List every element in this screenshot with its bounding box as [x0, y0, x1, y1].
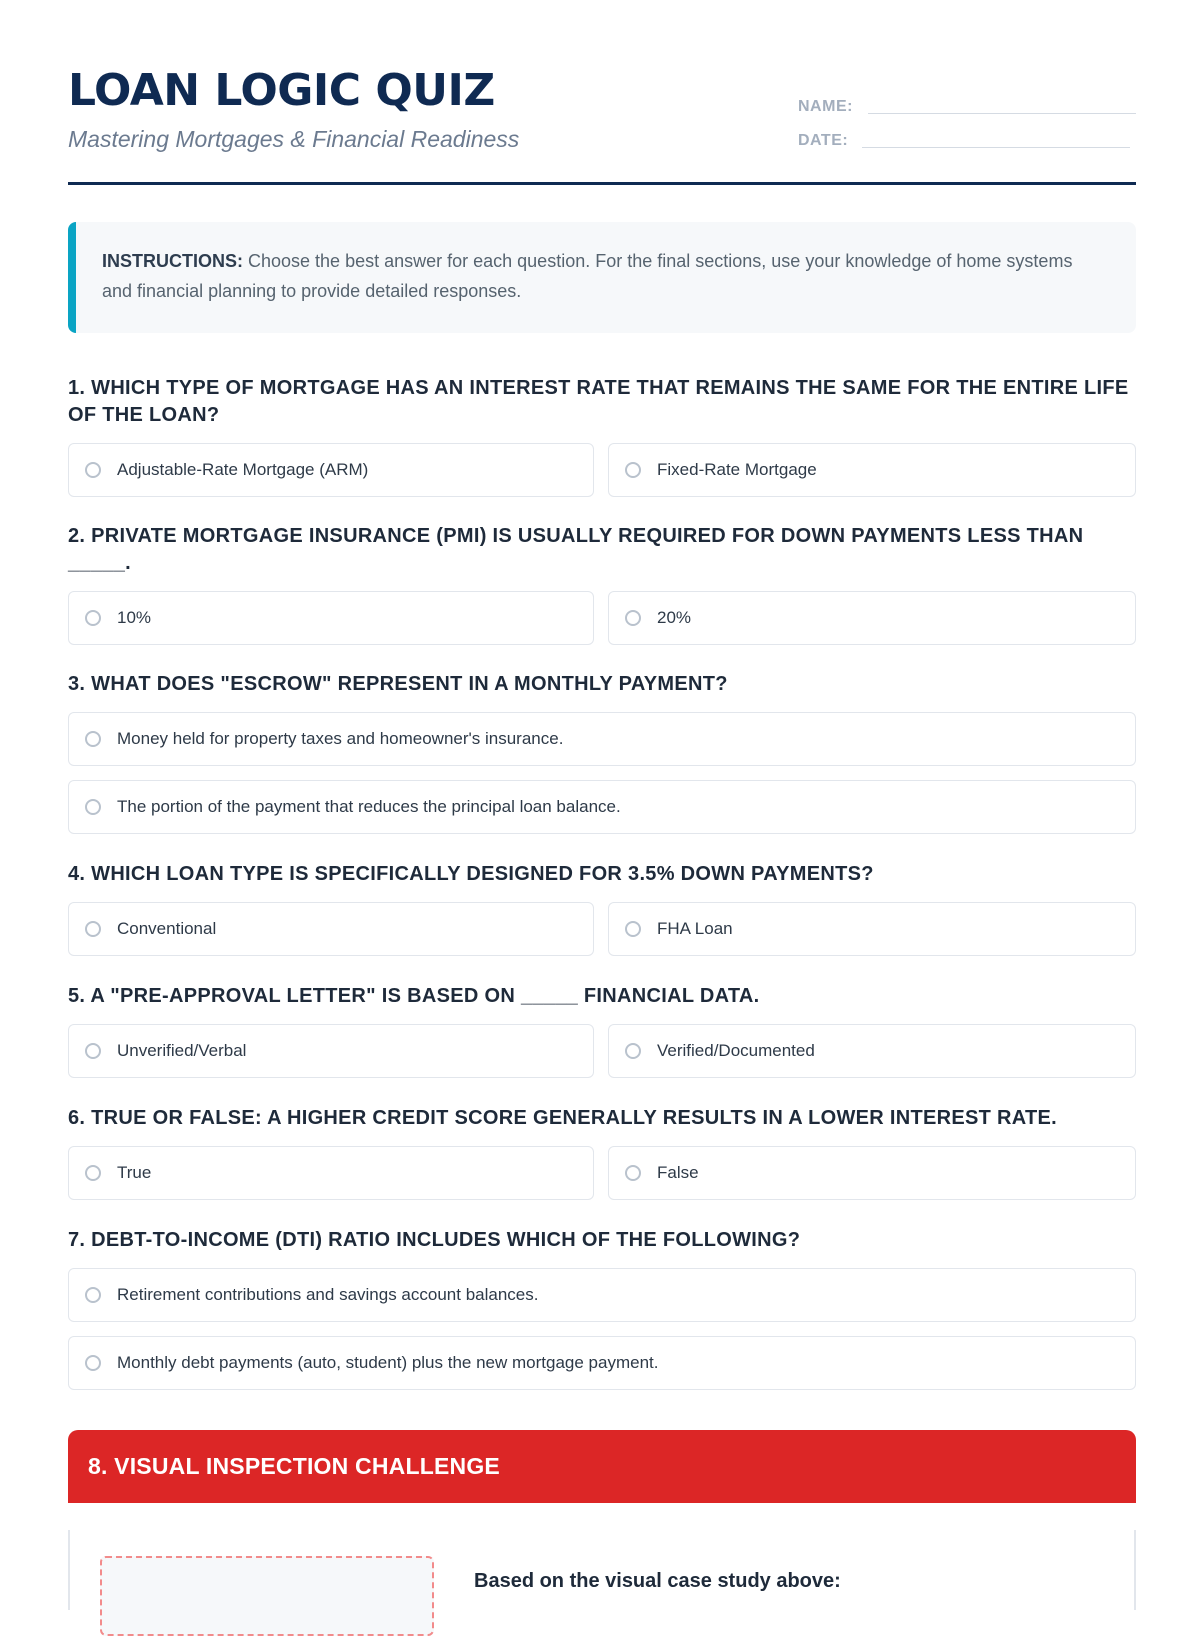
option-label: Money held for property taxes and homeowner's insurance.	[117, 729, 564, 748]
case-study-image-placeholder	[100, 1556, 434, 1636]
radio-button[interactable]	[85, 799, 101, 815]
question-7-option-b[interactable]	[68, 1336, 1136, 1390]
option-label: Monthly debt payments (auto, student) plus the new mortgage payment.	[117, 1353, 659, 1372]
date-field-row	[798, 132, 1130, 150]
quiz-title: LOAN LOGIC QUIZ	[68, 65, 495, 116]
radio-button[interactable]	[85, 1043, 101, 1059]
name-label: NAME:	[798, 98, 853, 115]
visual-inspection-challenge-header: 8. VISUAL INSPECTION CHALLENGE	[68, 1430, 1136, 1503]
option-label: FHA Loan	[657, 919, 733, 938]
option-label: Retirement contributions and savings account balances.	[117, 1285, 539, 1304]
question-7-option-a[interactable]	[68, 1268, 1136, 1322]
radio-button[interactable]	[85, 610, 101, 626]
radio-button[interactable]	[85, 1287, 101, 1303]
option-label: Fixed-Rate Mortgage	[657, 460, 817, 479]
question-1-option-b[interactable]	[608, 443, 1136, 497]
question-2-title: 2. PRIVATE MORTGAGE INSURANCE (PMI) IS USUALLY REQUIRED FOR DOWN PAYMENTS LESS THAN _____.	[68, 525, 1084, 574]
option-label: Unverified/Verbal	[117, 1041, 247, 1060]
radio-button[interactable]	[625, 1043, 641, 1059]
question-5-option-b[interactable]	[608, 1024, 1136, 1078]
option-label: Adjustable-Rate Mortgage (ARM)	[117, 460, 369, 479]
radio-button[interactable]	[85, 921, 101, 937]
question-4-option-a[interactable]	[68, 902, 594, 956]
name-input-line[interactable]	[868, 113, 1136, 114]
visual-inspection-challenge-body	[68, 1530, 1136, 1610]
question-6-option-b[interactable]	[608, 1146, 1136, 1200]
name-field-row	[798, 98, 1136, 116]
quiz-subtitle: Mastering Mortgages & Financial Readiness	[68, 126, 520, 152]
instructions-text: Choose the best answer for each question. For the final sections, use your knowledge of home systems and financial planning to provide detailed responses.	[102, 251, 1073, 301]
radio-button[interactable]	[85, 462, 101, 478]
option-label: 20%	[657, 608, 692, 627]
radio-button[interactable]	[625, 921, 641, 937]
question-4-option-b[interactable]	[608, 902, 1136, 956]
question-5-option-a[interactable]	[68, 1024, 594, 1078]
question-3-option-b[interactable]	[68, 780, 1136, 834]
radio-button[interactable]	[625, 462, 641, 478]
question-1-title: 1. WHICH TYPE OF MORTGAGE HAS AN INTEREST RATE THAT REMAINS THE SAME FOR THE ENTIRE LIFE OF THE LOAN?	[68, 377, 1129, 426]
radio-button[interactable]	[625, 1165, 641, 1181]
question-1-option-a[interactable]	[68, 443, 594, 497]
radio-button[interactable]	[85, 1355, 101, 1371]
date-label: DATE:	[798, 132, 849, 149]
quiz-page	[68, 0, 1136, 1592]
radio-button[interactable]	[625, 610, 641, 626]
question-6-option-a[interactable]	[68, 1146, 594, 1200]
option-label: Conventional	[117, 919, 217, 938]
radio-button[interactable]	[85, 731, 101, 747]
option-label: False	[657, 1163, 699, 1182]
option-label: True	[117, 1163, 152, 1182]
question-3-title: 3. WHAT DOES "ESCROW" REPRESENT IN A MONTHLY PAYMENT?	[68, 673, 728, 695]
question-6-title: 6. TRUE OR FALSE: A HIGHER CREDIT SCORE GENERALLY RESULTS IN A LOWER INTEREST RATE.	[68, 1107, 1058, 1129]
question-7-title: 7. DEBT-TO-INCOME (DTI) RATIO INCLUDES WHICH OF THE FOLLOWING?	[68, 1229, 801, 1251]
question-3-option-a[interactable]	[68, 712, 1136, 766]
option-label: 10%	[117, 608, 152, 627]
case-study-prompt: Based on the visual case study above:	[474, 1570, 841, 1592]
instructions-label: INSTRUCTIONS:	[102, 251, 243, 271]
radio-button[interactable]	[85, 1165, 101, 1181]
quiz-header	[68, 0, 1136, 185]
question-4-title: 4. WHICH LOAN TYPE IS SPECIFICALLY DESIGNED FOR 3.5% DOWN PAYMENTS?	[68, 863, 874, 885]
question-2-option-b[interactable]	[608, 591, 1136, 645]
option-label: The portion of the payment that reduces the principal loan balance.	[117, 797, 621, 816]
option-label: Verified/Documented	[657, 1041, 815, 1060]
question-2-option-a[interactable]	[68, 591, 594, 645]
instructions-box	[68, 222, 1136, 333]
date-input-line[interactable]	[862, 147, 1130, 148]
question-5-title: 5. A "PRE-APPROVAL LETTER" IS BASED ON _____ FINANCIAL DATA.	[68, 985, 760, 1007]
